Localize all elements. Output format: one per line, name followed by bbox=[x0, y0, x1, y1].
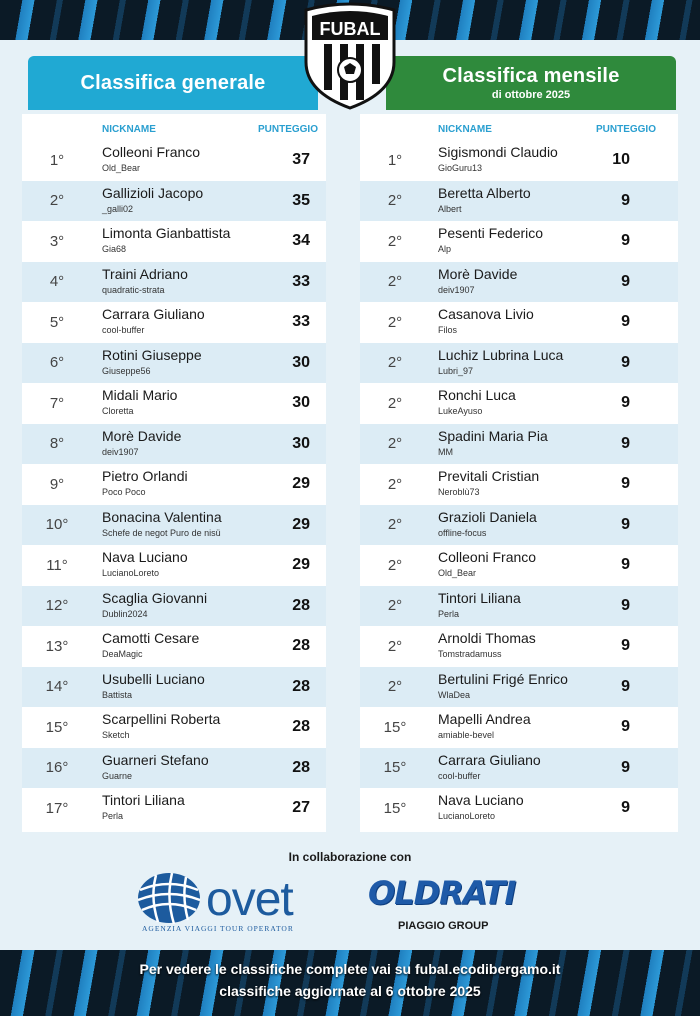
player-name: Morè Davide bbox=[102, 427, 182, 444]
player-name: Bertulini Frigé Enrico bbox=[438, 670, 568, 687]
rank-position: 15° bbox=[383, 759, 407, 777]
player-score: 9 bbox=[621, 596, 630, 614]
rank-position: 2° bbox=[387, 313, 403, 331]
player-score: 9 bbox=[621, 191, 630, 209]
ranking-row bbox=[360, 140, 678, 181]
ranking-row bbox=[22, 343, 326, 384]
general-ranking-list bbox=[22, 140, 326, 829]
rank-position: 15° bbox=[383, 799, 407, 817]
player-nickname: cool-buffer bbox=[102, 325, 145, 335]
rank-position: 14° bbox=[45, 678, 69, 696]
general-ranking-title: Classifica generale bbox=[80, 71, 266, 94]
player-score: 29 bbox=[292, 475, 310, 493]
ranking-row bbox=[22, 748, 326, 789]
player-nickname: Alp bbox=[438, 244, 452, 254]
player-score: 30 bbox=[292, 434, 310, 452]
player-name: Camotti Cesare bbox=[102, 630, 200, 646]
ranking-row bbox=[22, 302, 326, 343]
player-nickname: Sketch bbox=[102, 730, 130, 740]
monthly-ranking-panel bbox=[360, 114, 678, 832]
player-score: 9 bbox=[621, 799, 630, 817]
player-score: 37 bbox=[292, 151, 310, 169]
player-name: Spadini Maria Pia bbox=[438, 427, 548, 444]
player-score: 30 bbox=[292, 394, 310, 412]
player-score: 33 bbox=[292, 313, 310, 331]
ranking-row bbox=[360, 343, 678, 384]
rank-position: 5° bbox=[49, 313, 65, 331]
player-name: Mapelli Andrea bbox=[438, 711, 531, 727]
player-nickname: GioGuru13 bbox=[438, 163, 483, 173]
rank-position: 2° bbox=[387, 354, 403, 372]
player-name: Morè Davide bbox=[438, 265, 518, 282]
monthly-ranking-list bbox=[360, 140, 678, 829]
footer-notice bbox=[0, 958, 700, 1002]
player-name: Usubelli Luciano bbox=[102, 670, 205, 687]
player-name: Carrara Giuliano bbox=[438, 751, 541, 768]
ranking-row bbox=[360, 545, 678, 586]
player-name: Beretta Alberto bbox=[438, 184, 531, 201]
player-name: Rotini Giuseppe bbox=[102, 346, 202, 363]
player-score: 9 bbox=[621, 718, 630, 736]
player-name: Arnoldi Thomas bbox=[438, 630, 536, 646]
player-nickname: Neroblù73 bbox=[438, 487, 480, 497]
oldrati-logo[interactable] bbox=[368, 874, 538, 938]
logo-text: FUBAL bbox=[319, 19, 381, 39]
rank-position: 2° bbox=[387, 678, 403, 696]
ranking-row bbox=[360, 262, 678, 303]
player-score: 28 bbox=[292, 596, 310, 614]
player-name: Sigismondi Claudio bbox=[438, 144, 558, 160]
footer-link-line[interactable]: Per vedere le classifiche complete vai su fubal.ecodibergamo.it bbox=[139, 961, 561, 977]
rank-position: 12° bbox=[45, 597, 69, 615]
player-score: 9 bbox=[621, 313, 630, 331]
monthly-ranking-header bbox=[386, 56, 676, 110]
player-nickname: _galli02 bbox=[102, 203, 134, 214]
player-score: 28 bbox=[292, 718, 310, 736]
player-nickname: Albert bbox=[438, 203, 462, 214]
ranking-row bbox=[22, 545, 326, 586]
player-name: Previtali Cristian bbox=[438, 468, 540, 484]
rank-position: 7° bbox=[49, 394, 65, 412]
player-score: 9 bbox=[621, 677, 630, 695]
player-score: 30 bbox=[292, 353, 310, 371]
player-name: Tintori Liliana bbox=[438, 589, 521, 606]
player-nickname: cool-buffer bbox=[438, 770, 481, 781]
player-score: 9 bbox=[621, 434, 630, 452]
player-nickname: Perla bbox=[102, 811, 124, 821]
ranking-row bbox=[360, 586, 678, 627]
ranking-row bbox=[22, 424, 326, 465]
general-column-headers bbox=[22, 124, 326, 138]
rank-position: 15° bbox=[45, 718, 69, 736]
rank-position: 2° bbox=[387, 232, 403, 250]
player-name: Gallizioli Jacopo bbox=[102, 184, 204, 201]
rank-position: 9° bbox=[49, 475, 65, 493]
ranking-row bbox=[22, 586, 326, 627]
rank-position: 6° bbox=[49, 354, 65, 372]
player-nickname: deiv1907 bbox=[102, 446, 139, 457]
globe-icon bbox=[136, 870, 202, 926]
player-name: Limonta Gianbattista bbox=[102, 225, 231, 241]
player-nickname: Perla bbox=[438, 608, 460, 619]
player-score: 29 bbox=[292, 515, 310, 533]
player-score: 28 bbox=[292, 677, 310, 695]
player-score: 35 bbox=[292, 191, 310, 209]
rank-position: 1° bbox=[49, 151, 65, 169]
player-nickname: LukeAyuso bbox=[438, 406, 483, 416]
ranking-row bbox=[360, 383, 678, 424]
player-score: 9 bbox=[621, 758, 630, 776]
player-name: Ronchi Luca bbox=[438, 387, 516, 403]
ranking-row bbox=[360, 424, 678, 465]
player-nickname: Lubri_97 bbox=[438, 365, 474, 376]
player-name: Scarpellini Roberta bbox=[102, 711, 221, 727]
ranking-row bbox=[360, 626, 678, 667]
points-column-header: PUNTEGGIO bbox=[595, 124, 656, 135]
ranking-row bbox=[360, 464, 678, 505]
player-nickname: deiv1907 bbox=[438, 284, 475, 295]
general-ranking-header bbox=[28, 56, 318, 110]
player-name: Casanova Livio bbox=[438, 306, 534, 322]
monthly-column-headers bbox=[360, 124, 678, 138]
rank-position: 2° bbox=[387, 597, 403, 615]
ovet-wordmark: ovet bbox=[206, 873, 293, 926]
player-nickname: WlaDea bbox=[438, 689, 471, 700]
ovet-tagline: AGENZIA VIAGGI TOUR OPERATOR bbox=[142, 924, 294, 933]
player-score: 9 bbox=[621, 475, 630, 493]
ranking-row bbox=[22, 464, 326, 505]
player-nickname: MM bbox=[438, 446, 453, 457]
player-name: Grazioli Daniela bbox=[438, 508, 537, 525]
player-nickname: Old_Bear bbox=[102, 163, 141, 173]
ranking-row bbox=[360, 707, 678, 748]
player-name: Midali Mario bbox=[102, 387, 178, 403]
collaboration-label: In collaborazione con bbox=[288, 850, 412, 864]
oldrati-wordmark: OLDRATI bbox=[368, 874, 516, 912]
player-score: 9 bbox=[621, 394, 630, 412]
player-score: 34 bbox=[292, 232, 310, 250]
player-nickname: amiable-bevel bbox=[438, 730, 495, 740]
player-score: 10 bbox=[612, 151, 630, 169]
player-name: Bonacina Valentina bbox=[102, 508, 222, 525]
rank-position: 2° bbox=[387, 192, 403, 210]
player-score: 9 bbox=[621, 232, 630, 250]
player-name: Nava Luciano bbox=[438, 792, 524, 808]
player-nickname: Battista bbox=[102, 689, 133, 700]
rank-position: 3° bbox=[49, 232, 65, 250]
player-nickname: LucianoLoreto bbox=[102, 568, 160, 578]
player-score: 27 bbox=[292, 799, 310, 817]
player-name: Carrara Giuliano bbox=[102, 306, 205, 322]
player-name: Nava Luciano bbox=[102, 549, 188, 565]
rank-position: 15° bbox=[383, 718, 407, 736]
player-nickname: Filos bbox=[438, 325, 458, 335]
ranking-row bbox=[360, 505, 678, 546]
points-column-header: PUNTEGGIO bbox=[257, 124, 318, 135]
player-nickname: Old_Bear bbox=[438, 568, 477, 578]
player-nickname: DeaMagic bbox=[102, 649, 143, 659]
player-score: 28 bbox=[292, 637, 310, 655]
rank-position: 4° bbox=[49, 273, 65, 291]
player-score: 9 bbox=[621, 637, 630, 655]
player-nickname: Poco Poco bbox=[102, 487, 146, 497]
rank-position: 2° bbox=[387, 475, 403, 493]
general-ranking-panel bbox=[22, 114, 326, 832]
fubal-shield-icon bbox=[302, 0, 398, 112]
player-nickname: Cloretta bbox=[102, 406, 134, 416]
player-nickname: Guarne bbox=[102, 770, 133, 781]
rank-position: 13° bbox=[45, 637, 69, 655]
player-name: Tintori Liliana bbox=[102, 792, 185, 808]
player-name: Traini Adriano bbox=[102, 265, 188, 282]
rank-position: 2° bbox=[387, 435, 403, 453]
ranking-row bbox=[22, 667, 326, 708]
ranking-row bbox=[22, 626, 326, 667]
nickname-column-header: NICKNAME bbox=[102, 124, 156, 135]
rank-position: 2° bbox=[387, 556, 403, 574]
rank-position: 8° bbox=[49, 435, 65, 453]
player-name: Colleoni Franco bbox=[102, 144, 201, 160]
nickname-column-header: NICKNAME bbox=[438, 124, 492, 135]
player-name: Pietro Orlandi bbox=[102, 468, 188, 484]
ranking-row bbox=[22, 788, 326, 829]
rank-position: 2° bbox=[387, 273, 403, 291]
rank-position: 2° bbox=[387, 394, 403, 412]
ovet-logo[interactable] bbox=[136, 866, 336, 938]
rank-position: 17° bbox=[45, 799, 69, 817]
ranking-row bbox=[360, 302, 678, 343]
player-score: 33 bbox=[292, 272, 310, 290]
player-nickname: Gia68 bbox=[102, 244, 127, 254]
oldrati-subtitle: PIAGGIO GROUP bbox=[398, 920, 489, 932]
player-nickname: Giuseppe56 bbox=[102, 365, 151, 376]
player-nickname: Schefe de negot Puro de nisü bbox=[102, 527, 221, 538]
rank-position: 2° bbox=[387, 637, 403, 655]
player-nickname: Tomstradamuss bbox=[438, 649, 502, 659]
fubal-logo bbox=[300, 0, 400, 112]
ranking-row bbox=[360, 667, 678, 708]
player-name: Pesenti Federico bbox=[438, 225, 544, 241]
rank-position: 1° bbox=[387, 151, 403, 169]
footer-update-line: classifiche aggiornate al 6 ottobre 2025 bbox=[219, 983, 481, 999]
player-name: Luchiz Lubrina Luca bbox=[438, 346, 564, 363]
ranking-row bbox=[22, 221, 326, 262]
ranking-row bbox=[360, 221, 678, 262]
player-nickname: offline-focus bbox=[438, 527, 487, 538]
player-score: 9 bbox=[621, 515, 630, 533]
ranking-row bbox=[22, 505, 326, 546]
monthly-ranking-subtitle: di ottobre 2025 bbox=[491, 89, 571, 101]
player-name: Guarneri Stefano bbox=[102, 751, 209, 768]
player-nickname: LucianoLoreto bbox=[438, 811, 496, 821]
rank-position: 2° bbox=[49, 192, 65, 210]
player-nickname: Dublin2024 bbox=[102, 608, 148, 619]
player-score: 9 bbox=[621, 556, 630, 574]
player-score: 28 bbox=[292, 758, 310, 776]
player-score: 29 bbox=[292, 556, 310, 574]
ranking-row bbox=[22, 262, 326, 303]
ranking-row bbox=[360, 748, 678, 789]
ranking-row bbox=[22, 707, 326, 748]
monthly-ranking-title: Classifica mensile bbox=[442, 65, 620, 87]
ranking-row bbox=[22, 181, 326, 222]
ranking-row bbox=[360, 181, 678, 222]
ranking-row bbox=[22, 383, 326, 424]
rank-position: 10° bbox=[45, 516, 69, 534]
rank-position: 11° bbox=[46, 556, 68, 574]
ranking-row bbox=[22, 140, 326, 181]
player-name: Scaglia Giovanni bbox=[102, 589, 208, 606]
player-score: 9 bbox=[621, 272, 630, 290]
player-name: Colleoni Franco bbox=[438, 549, 537, 565]
player-score: 9 bbox=[621, 353, 630, 371]
rank-position: 2° bbox=[387, 516, 403, 534]
ranking-row bbox=[360, 788, 678, 829]
player-nickname: quadratic-strata bbox=[102, 284, 165, 295]
rank-position: 16° bbox=[45, 759, 69, 777]
